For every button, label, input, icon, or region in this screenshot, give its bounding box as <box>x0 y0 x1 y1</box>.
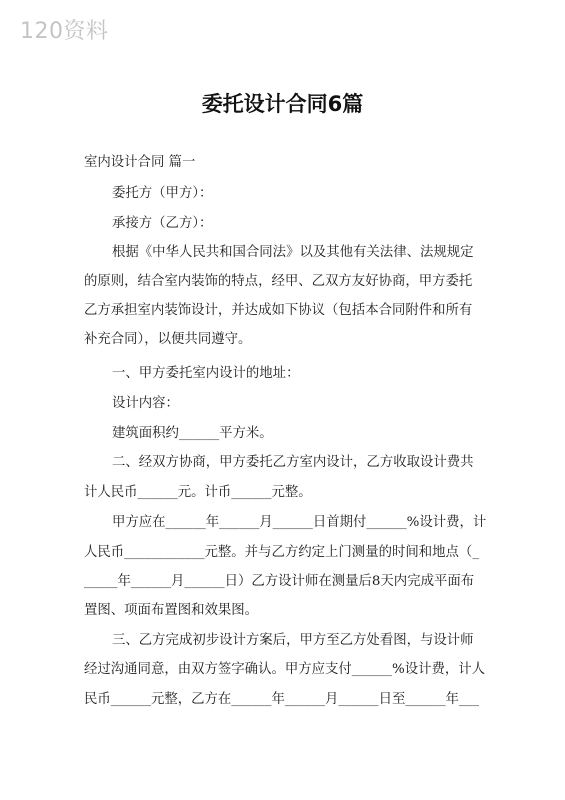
party-a-line: 委托方（甲方）： <box>112 186 213 201</box>
clause-heading: 二、经双方协商，甲方委托乙方室内设计，乙方收取设计费共 <box>112 455 474 470</box>
party-b-line: 承接方（乙方）： <box>112 216 213 231</box>
section-heading: 室内设计合同 篇一 <box>84 155 196 170</box>
clause-heading: 一、甲方委托室内设计的地址： <box>112 366 300 381</box>
paragraph-line: 经过沟通同意，由双方签字确认。甲方应支付______%设计费，计人 <box>84 662 486 677</box>
paragraph-line: 乙方承担室内装饰设计，并达成如下协议（包括本合同附件和所有 <box>84 303 473 318</box>
paragraph-line: _____年______月______日）乙方设计师在测量后8天内完成平面布 <box>84 574 475 589</box>
paragraph-line: 置图、项面布置图和效果图。 <box>84 603 259 618</box>
paragraph-line: 根据《中华人民共和国合同法》以及其他有关法律、法规规定 <box>112 245 474 260</box>
paragraph-line: 人民币____________元整。并与乙方约定上门测量的时间和地点（_ <box>84 545 480 560</box>
watermark-logo: 120资料 <box>20 19 109 44</box>
paragraph-line: 的原则，结合室内装饰的特点，经甲、乙双方友好协商，甲方委托 <box>84 274 473 289</box>
paragraph-line: 补充合同），以便共同遵守。 <box>84 332 252 347</box>
paragraph-line: 建筑面积约______平方米。 <box>112 426 273 441</box>
paragraph-line: 民币______元整，乙方在______年______月______日至______年___ <box>84 692 480 707</box>
paragraph-line: 计人民币______元。计币______元整。 <box>84 485 312 500</box>
paragraph-line: 设计内容： <box>112 396 179 411</box>
document-title: 委托设计合同6篇 <box>201 92 364 116</box>
paragraph-line: 甲方应在______年______月______日首期付______%设计费，计 <box>112 515 487 530</box>
clause-heading: 三、乙方完成初步设计方案后，甲方至乙方处看图，与设计师 <box>112 633 474 648</box>
